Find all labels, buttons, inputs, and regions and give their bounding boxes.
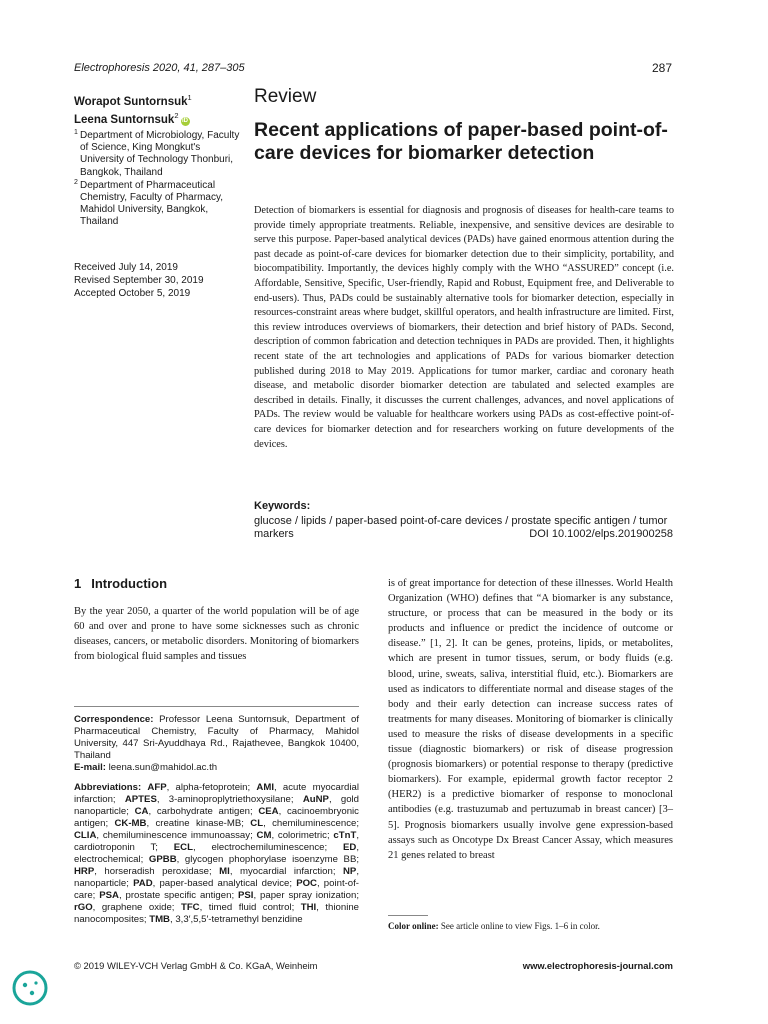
abbreviation-entry: AFP, alpha-fetoprotein; bbox=[147, 782, 257, 793]
abbreviation-entry: MI, myocardial infarction; bbox=[219, 866, 343, 877]
abbreviation-entry: cTnT, cardiotroponin T; bbox=[74, 830, 359, 853]
orcid-icon[interactable]: iD bbox=[182, 117, 188, 124]
accepted-date: Accepted October 5, 2019 bbox=[74, 288, 191, 299]
abbreviation-entry: CL, chemiluminescence; bbox=[250, 818, 359, 829]
intro-paragraph-col1: By the year 2050, a quarter of the world population will be of age 60 and over and prone to have some sicknesses such as chronic diseases, cancers, or metabolic disorders. Monitoring of biomarkers from biological fluid samples and tissues bbox=[74, 606, 359, 662]
abstract: Detection of biomarkers is essential for diagnosis and prognosis of diseases for health-care teams to provide timely appropriate treatments. Reliable, inexpensive, and sensitive devices are desirable to serve this purpose. Paper-based analytical devices (PADs) have gained enormous attention during the past decade as point-of-care devices for biomarker detection due to their simplicity, portability, and biocompatibility. Importantly, the devices highly comply with the WHO “ASSURED” concept (i.e. Affordable, Sensitive, Specific, User-friendly, Rapid and Robust, Equipment free, and Deliverable to end-users). Thus, PADs could be sustainably alternative tools for biomarker detection, especially in resources-constraint areas where budget, skillful operators, and health infrastructure are limited. First, this review introduces overviews of biomarkers, their detection and brief history of PADs. Second, description of common fabrication and detection techniques in PADs are provided. Then, it highlights recent state of the art technologies and applications of PADs for various biomarker detection published during 2018 to May 2019. Applications for tumor marker, cardiac and coronary heath disease, and metabolic disorder biomarker detection are tabulated and selected examples are described in details. Finally, it discusses the current challenges, advances, and novel applications of PADs. The review would be valuable for healthcare workers using PADs as cost-effective point-of-care devices for biomarker detection and for researchers working on future developments of the devices. bbox=[254, 205, 674, 450]
abbreviation-entry: CK-MB, creatine kinase-MB; bbox=[114, 818, 251, 829]
affiliation-1-text: Department of Microbiology, Faculty of Science, King Mongkut's University of Technology Thonburi, Bangkok, Thailand bbox=[80, 130, 240, 178]
abbreviation-term: POC bbox=[296, 878, 317, 889]
abbreviation-term: APTES bbox=[124, 794, 157, 805]
abbreviation-entry: APTES, 3-aminoproplytriethoxysilane; bbox=[124, 794, 303, 805]
email-address[interactable]: leena.sun@mahidol.ac.th bbox=[108, 762, 218, 773]
abbreviation-entry: ED, electrochemical; bbox=[74, 842, 359, 865]
affiliation-2 bbox=[74, 180, 244, 229]
affiliation-2-text: Department of Pharmaceutical Chemistry, Faculty of Pharmacy, Mahidol University, Bangkok, Thailand bbox=[80, 179, 223, 228]
abbreviation-entry: THI, thionine nanocomposites; bbox=[74, 902, 359, 925]
abbreviation-term: CK-MB bbox=[114, 818, 147, 829]
abbreviation-term: PSI bbox=[238, 890, 254, 901]
abbreviation-term: CA bbox=[134, 806, 149, 817]
abbreviation-term: GPBB bbox=[148, 854, 177, 865]
abbreviations-note bbox=[74, 782, 359, 926]
abbreviation-entry: HRP, horseradish peroxidase; bbox=[74, 866, 220, 877]
abbreviation-entry: ECL, electrochemiluminescence; bbox=[173, 842, 343, 853]
color-online-text: See article online to view Figs. 1–6 in color. bbox=[440, 921, 600, 931]
author-2 bbox=[74, 109, 244, 127]
keywords-list: glucose / lipids / paper-based point-of-care devices / prostate specific antigen / tumor markers bbox=[254, 515, 668, 540]
cookie-icon[interactable] bbox=[10, 968, 50, 1008]
affiliations bbox=[74, 130, 244, 230]
intro-paragraph-col2: is of great importance for detection of these illnesses. World Health Organization (WHO) defines that “A biomarker is any substance, structure, or process that can be measured in the body or its products and influence or predict the incidence of outcome or disease.” [1, 2]. It can be genes, proteins, lipids, or metabolites, which are present in tumor tissues, serum, or body fluids (e.g. blood, urine, sweats, saliva, interstitial fluid, etc.). Biomarkers are used as indicators to differentiate normal and disease stages of the body and their early detection can increase success rates of treatments for many diseases. Monitoring of biomarker is clinically used to measure the risks of disease developments in a specific tissue (diagnostic biomarkers) or risk of disease progression (prognosis biomarkers) or potential response to therapy (predictive biomarkers). For example, epidermal growth factor receptor 2 (HER2) is a predictive biomarker of response to monoclonal antibodies (e.g. trastuzumab and pertuzumab in breast cancer) [3–5]. Prognosis biomarkers usually involve gene expression-based assays such as Oncotype Dx Breast Cancer Assay, which measures 21 genes related to breast bbox=[388, 578, 673, 861]
abbreviation-entry: PAD, paper-based analytical device; bbox=[133, 878, 297, 889]
abbreviation-term: MI bbox=[219, 866, 230, 877]
affiliation-1 bbox=[74, 130, 244, 179]
article-type: Review bbox=[254, 86, 317, 107]
abbreviation-term: AuNP bbox=[302, 794, 329, 805]
abbreviation-term: THI bbox=[300, 902, 317, 913]
abbreviation-term: TMB bbox=[149, 914, 170, 925]
abbreviation-entry: CEA, cacinoembryonic antigen; bbox=[74, 806, 359, 829]
footnote-divider bbox=[74, 706, 359, 707]
received-date: Received July 14, 2019 bbox=[74, 262, 178, 273]
abbreviation-term: ECL bbox=[173, 842, 193, 853]
correspondence-text: Professor Leena Suntornsuk, Department of Pharmaceutical Chemistry, Faculty of Pharmacy, Mahidol University, 447 Sri-Ayuddhaya Rd., Rajathevee, Bangkok 10400, Thailand bbox=[74, 714, 359, 761]
abbreviation-term: NP bbox=[343, 866, 357, 877]
author-1-sup: 1 bbox=[187, 93, 192, 102]
abbreviation-term: CLIA bbox=[74, 830, 97, 841]
section-title: Introduction bbox=[91, 576, 168, 591]
cookie-icon-graphic bbox=[10, 968, 50, 1008]
abbreviation-term: PAD bbox=[133, 878, 153, 889]
abbreviation-term: HRP bbox=[74, 866, 95, 877]
copyright-notice: © 2019 WILEY-VCH Verlag GmbH & Co. KGaA, Weinheim bbox=[74, 960, 318, 971]
abbreviation-entry: CA, carbohydrate antigen; bbox=[134, 806, 259, 817]
author-list bbox=[74, 91, 244, 127]
color-online-note bbox=[388, 921, 600, 931]
abbreviation-entry: PSI, paper spray ionization; bbox=[238, 890, 360, 901]
abbreviation-entry: AuNP, gold nanoparticle; bbox=[74, 794, 359, 817]
email-label: E-mail: bbox=[74, 762, 106, 773]
author-1-name: Worapot Suntornsuk bbox=[74, 95, 188, 108]
abbreviation-term: rGO bbox=[74, 902, 93, 913]
revised-date: Revised September 30, 2019 bbox=[74, 275, 204, 286]
affiliation-1-mark: 1 bbox=[74, 129, 78, 136]
section-number: 1 bbox=[74, 576, 82, 591]
abbreviation-term: CM bbox=[256, 830, 272, 841]
article-title: Recent applications of paper-based point-of-care devices for biomarker detection bbox=[254, 119, 668, 164]
author-2-name: Leena Suntornsuk bbox=[74, 113, 175, 126]
journal-website[interactable]: www.electrophoresis-journal.com bbox=[522, 960, 673, 971]
abbreviation-entry: TMB, 3,3′,5,5′-tetramethyl benzidine bbox=[149, 914, 303, 925]
abbreviation-term: AMI bbox=[256, 782, 274, 793]
abbreviation-entry: rGO, graphene oxide; bbox=[74, 902, 181, 913]
abbreviation-entry: TFC, timed fluid control; bbox=[180, 902, 301, 913]
doi[interactable]: DOI 10.1002/elps.201900258 bbox=[529, 528, 673, 540]
abbreviation-entry: POC, point-of-care; bbox=[74, 878, 359, 901]
correspondence-label: Correspondence: bbox=[74, 714, 154, 725]
abbreviation-term: AFP bbox=[147, 782, 167, 793]
abbreviation-term: TFC bbox=[180, 902, 200, 913]
section-heading-introduction bbox=[74, 576, 167, 591]
article-dates bbox=[74, 261, 244, 300]
color-online-divider bbox=[388, 915, 428, 916]
author-2-sup: 2 bbox=[174, 110, 179, 120]
abbreviation-entry: NP, nanoparticle; bbox=[74, 866, 359, 889]
author-1 bbox=[74, 91, 244, 109]
abbreviation-entry: GPBB, glycogen phophorylase isoenzyme BB; bbox=[148, 854, 360, 865]
abbreviation-term: PSA bbox=[99, 890, 119, 901]
abbreviation-term: CEA bbox=[258, 806, 279, 817]
abbreviation-entry: AMI, acute myocardial infarction; bbox=[74, 782, 359, 805]
abbreviation-entry: CM, colorimetric; bbox=[256, 830, 334, 841]
journal-reference: Electrophoresis 2020, 41, 287–305 bbox=[74, 62, 245, 74]
abbreviation-entry: CLIA, chemiluminescence immunoassay; bbox=[74, 830, 257, 841]
affiliation-2-mark: 2 bbox=[74, 178, 78, 186]
correspondence-note bbox=[74, 714, 359, 774]
abbreviations-label: Abbreviations: bbox=[74, 782, 142, 793]
abbreviation-term: ED bbox=[343, 842, 357, 853]
keywords-heading: Keywords: bbox=[254, 500, 311, 512]
page-number: 287 bbox=[651, 61, 672, 75]
abbreviation-term: cTnT bbox=[333, 830, 357, 841]
abbreviation-entry: PSA, prostate specific antigen; bbox=[99, 890, 238, 901]
abbreviation-term: CL bbox=[250, 818, 264, 829]
abbreviations-list bbox=[74, 782, 359, 925]
color-online-label: Color online: bbox=[388, 921, 439, 931]
